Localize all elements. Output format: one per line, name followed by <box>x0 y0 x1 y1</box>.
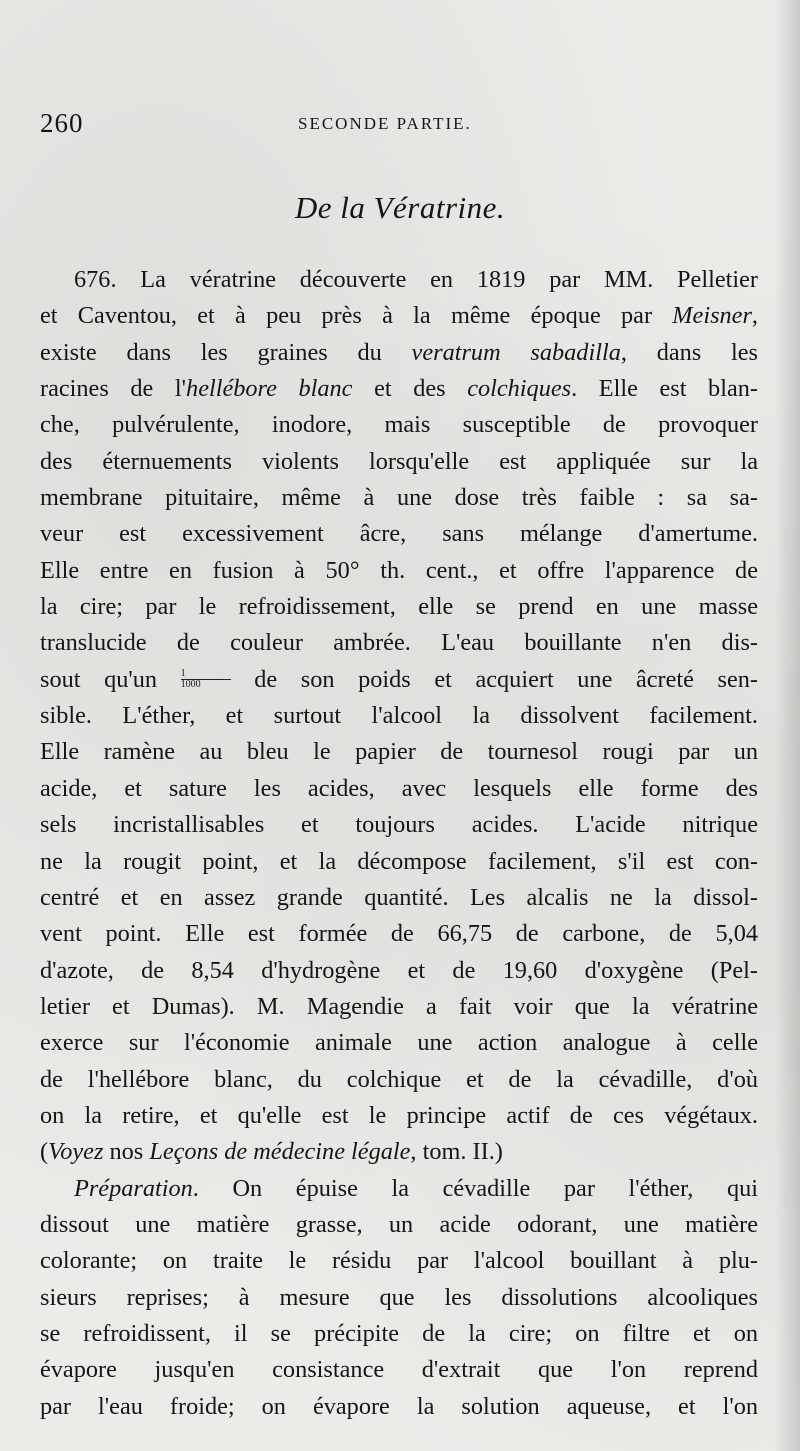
text-line: de l'hellébore blanc, du colchique et de la cévadille, d'où <box>40 1065 758 1093</box>
text-line: racines de l'hellébore blanc et des colchiques. Elle est blan- <box>40 375 758 403</box>
text-line: acide, et sature les acides, avec lesquels elle forme des <box>40 774 758 802</box>
text-line: d'azote, de 8,54 d'hydrogène et de 19,60 d'oxygène (Pel- <box>40 956 758 984</box>
text-line: sieurs reprises; à mesure que les dissolutions alcooliques <box>40 1283 758 1311</box>
text-line: (Voyez nos Leçons de médecine légale, tom. II.) <box>40 1138 503 1166</box>
text-line: centré et en assez grande quantité. Les alcalis ne la dissol- <box>40 883 758 911</box>
section-title: De la Vératrine. <box>294 190 506 225</box>
text-line: 676. La vératrine découverte en 1819 par MM. Pelletier <box>74 266 758 293</box>
text-line: Elle ramène au bleu le papier de tournesol rougi par un <box>40 738 758 766</box>
page-number: 260 <box>40 108 84 138</box>
text-line: letier et Dumas). M. Magendie a fait voir que la vératrine <box>40 992 758 1020</box>
text-line: veur est excessivement âcre, sans mélange d'amertume. <box>40 520 758 548</box>
text-line: exerce sur l'économie animale une action analogue à celle <box>40 1029 758 1057</box>
text-line: sout qu'un $\frac{1}{1000}$ de son poids et acquiert une âcreté sen- <box>40 665 758 693</box>
text-line: existe dans les graines du veratrum sabadilla, dans les <box>40 338 759 366</box>
text-line: évapore jusqu'en consistance d'extrait que l'on reprend <box>40 1356 758 1384</box>
text-line: et Caventou, et à peu près à la même époque par Meisner, <box>40 302 758 330</box>
text-line: colorante; on traite le résidu par l'alcool bouillant à plu- <box>40 1247 758 1275</box>
text-line: Préparation. On épuise la cévadille par l'éther, qui <box>74 1174 758 1202</box>
text-line: dissout une matière grasse, un acide odorant, une matière <box>40 1210 758 1238</box>
text-line: Elle entre en fusion à 50° th. cent., et offre l'apparence de <box>40 556 758 584</box>
text-line: ne la rougit point, et la décompose facilement, s'il est con- <box>40 847 758 875</box>
text-line: sible. L'éther, et surtout l'alcool la dissolvent facilement. <box>40 702 758 730</box>
text-line: vent point. Elle est formée de 66,75 de carbone, de 5,04 <box>40 920 758 948</box>
text-line: sels incristallisables et toujours acides. L'acide nitrique <box>40 811 758 839</box>
text-line: on la retire, et qu'elle est le principe actif de ces végétaux. <box>40 1101 758 1129</box>
text-line: che, pulvérulente, inodore, mais susceptible de provoquer <box>40 411 758 439</box>
running-head: SECONDE PARTIE. <box>298 114 472 133</box>
text-line: translucide de couleur ambrée. L'eau bouillante n'en dis- <box>40 629 758 657</box>
text-line: se refroidissent, il se précipite de la cire; on filtre et on <box>40 1319 758 1347</box>
text-line: membrane pituitaire, même à une dose très faible : sa sa- <box>40 484 758 512</box>
text-line: la cire; par le refroidissement, elle se prend en une masse <box>40 593 758 621</box>
text-line: des éternuements violents lorsqu'elle est appliquée sur la <box>40 447 758 475</box>
text-line: par l'eau froide; on évapore la solution aqueuse, et l'on <box>40 1392 758 1420</box>
page-header <box>40 108 760 142</box>
body-text <box>40 262 758 1425</box>
